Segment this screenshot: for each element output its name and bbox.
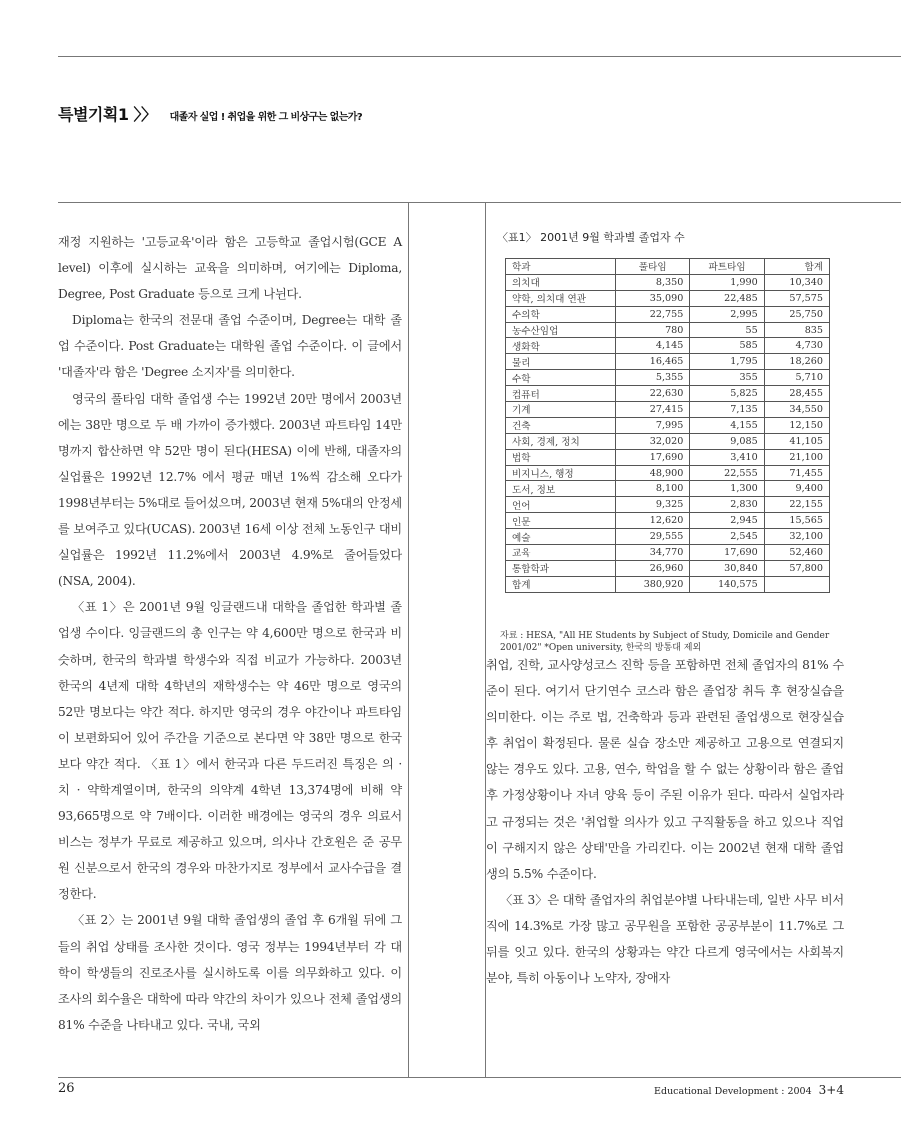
header-cell: 파트타임 (690, 259, 764, 275)
paragraph: 〈표 1〉은 2001년 9월 잉글랜드내 대학을 졸업한 학과별 졸업생 수이다. 잉글랜드의 총 인구는 약 4,600만 명으로 한국과 비슷하며, 한국의 학과별 학생수와 직접 비교가 가능하다. 2003년 한국의 4년제 대학 4학년의 재학생수는 약 46만 명으로 영국의 52만 명보다는 약간 적다. 하지만 영국의 경우 야간이나 파트타임이 보편화되어 있어 주간을 기준으로 본다면 약 38만 명으로 한국보다 약간 적다. 〈표 1〉에서 한국과 다른 두드러진 특징은 의 · 치 · 약학계열이며, 한국의 의약계 4학년 13,374명에 비해 약 93,665명으로 약 7배이다. 이러한 배경에는 영국의 경우 의료서비스는 정부가 무료로 제공하고 있으며, 의사나 간호원은 준 공무원 신분으로서 한국의 경우와 마찬가지로 정부에서 교사수급을 결정한다. (58, 600, 402, 902)
paragraph: 재정 지원하는 '고등교육'이라 함은 고등학교 졸업시험(GCE A level) 이후에 실시하는 교육을 의미하며, 여기에는 Diploma, Degree, Post Graduate 등으로 크게 나뉜다. (58, 235, 402, 302)
table-cell: 2,995 (690, 306, 764, 322)
table-cell: 2,545 (690, 529, 764, 545)
table-source: 자료 : HESA, "All HE Students by Subject of Study, Domicile and Gender 2001/02" *Open university, 한국의 방통대 제외 (500, 631, 830, 653)
paragraph: 영국의 풀타임 대학 졸업생 수는 1992년 20만 명에서 2003년에는 38만 명으로 두 배 가까이 증가했다. 2003년 파트타임 14만 명까지 합산하면 약 52만 명이 된다(HESA) 이에 반해, 대졸자의 실업률은 1992년 12.7% 에서 평균 매년 1%씩 감소해 오다가 1998년부터는 5%대로 들어섰으며, 2003년 현재 5%대의 안정세를 보여주고 있다(UCAS). 2003년 16세 이상 전체 노동인구 대비 실업률은 1992년 11.2%에서 2003년 4.9%로 줄어들었다(NSA, 2004). (58, 391, 402, 589)
table-cell: 5,710 (764, 370, 829, 386)
table-cell: 17,690 (690, 545, 764, 561)
table-row (506, 560, 830, 576)
table-row (506, 274, 830, 290)
table-header-row (506, 259, 830, 275)
table-cell: 55 (690, 322, 764, 338)
header-cell: 풀타임 (616, 259, 690, 275)
table-cell: 22,630 (616, 386, 690, 402)
table-cell: 780 (616, 322, 690, 338)
table-cell: 5,825 (690, 386, 764, 402)
table-cell: 32,100 (764, 529, 829, 545)
table-cell: 약학, 의치대 연관 (506, 290, 616, 306)
header-cell: 학과 (506, 259, 616, 275)
table-cell: 7,135 (690, 402, 764, 418)
table-cell: 10,340 (764, 274, 829, 290)
table-cell: 의치대 (506, 274, 616, 290)
table-cell: 28,455 (764, 386, 829, 402)
table-row (506, 290, 830, 306)
table-cell: 4,145 (616, 338, 690, 354)
table-row (506, 481, 830, 497)
graduates-table (505, 258, 830, 593)
paragraph: Diploma는 한국의 전문대 졸업 수준이며, Degree는 대학 졸업 수준이다. Post Graduate는 대학원 졸업 수준이다. 이 글에서 '대졸자'라 함은 'Degree 소지자'를 의미한다. (58, 313, 402, 380)
section-header (58, 102, 362, 125)
table-cell (764, 576, 829, 592)
table-cell: 57,575 (764, 290, 829, 306)
table-cell: 30,840 (690, 560, 764, 576)
table-cell: 17,690 (616, 449, 690, 465)
journal-name: Educational Development : 2004 (654, 1086, 812, 1097)
table-row (506, 449, 830, 465)
table-cell: 18,260 (764, 354, 829, 370)
table-cell: 사회, 경제, 정치 (506, 433, 616, 449)
table-cell: 통합학과 (506, 560, 616, 576)
table-cell: 농수산임업 (506, 322, 616, 338)
table-cell: 21,100 (764, 449, 829, 465)
issue-number: 3+4 (818, 1083, 844, 1097)
page-number: 26 (58, 1081, 75, 1096)
table-row (506, 338, 830, 354)
table-cell: 34,550 (764, 402, 829, 418)
table-cell: 1,990 (690, 274, 764, 290)
table-title: 〈표1〉 2001년 9월 학과별 졸업자 수 (497, 231, 685, 244)
table-cell: 9,325 (616, 497, 690, 513)
right-column (486, 652, 844, 991)
table-row (506, 386, 830, 402)
table-cell: 4,730 (764, 338, 829, 354)
table-row (506, 513, 830, 529)
series-label: 특별기획1 〉〉 (58, 105, 157, 124)
table-cell: 법학 (506, 449, 616, 465)
table-row (506, 529, 830, 545)
table-cell: 건축 (506, 417, 616, 433)
table-cell: 26,960 (616, 560, 690, 576)
table-cell: 32,020 (616, 433, 690, 449)
table-cell: 예술 (506, 529, 616, 545)
table-cell: 수학 (506, 370, 616, 386)
table-cell: 12,150 (764, 417, 829, 433)
table-cell: 15,565 (764, 513, 829, 529)
table-row (506, 417, 830, 433)
table-cell: 71,455 (764, 465, 829, 481)
header-rule (58, 202, 901, 203)
table-row (506, 370, 830, 386)
table-cell: 기계 (506, 402, 616, 418)
paragraph: 취업, 진학, 교사양성코스 진학 등을 포함하면 전체 졸업자의 81% 수준이 된다. 여기서 단기연수 코스라 함은 졸업장 취득 후 현장실습을 의미한다. 이는 주로 법, 건축학과 등과 관련된 졸업생으로 현장실습 후 취업이 확정된다. 물론 실습 장소만 제공하고 고용으로 연결되지 않는 경우도 있다. 고용, 연수, 학업을 할 수 없는 상황이라 함은 졸업 후 가정상황이나 자녀 양육 등이 주된 이유가 된다. 따라서 실업자라고 규정되는 것은 '취업할 의사가 있고 구직활동을 하고 있으나 직업이 구해지지 않은 상태'만을 가리킨다. 이는 2002년 현재 대학 졸업생의 5.5% 수준이다. (486, 658, 844, 881)
table-cell: 9,085 (690, 433, 764, 449)
table-cell: 27,415 (616, 402, 690, 418)
table-cell: 12,620 (616, 513, 690, 529)
table-row (506, 497, 830, 513)
table-cell: 22,755 (616, 306, 690, 322)
header-cell: 합계 (764, 259, 829, 275)
table-row (506, 354, 830, 370)
table-cell: 4,155 (690, 417, 764, 433)
top-rule (58, 56, 901, 57)
table-cell: 물리 (506, 354, 616, 370)
left-column (58, 229, 402, 1038)
table-row (506, 306, 830, 322)
table-cell: 언어 (506, 497, 616, 513)
table-cell: 비지니스, 행정 (506, 465, 616, 481)
journal-info (654, 1083, 844, 1097)
table-cell: 컴퓨터 (506, 386, 616, 402)
table-cell: 교육 (506, 545, 616, 561)
paragraph: 〈표 3〉은 대학 졸업자의 취업분야별 나타내는데, 일반 사무 비서직에 14.3%로 가장 많고 공무원을 포함한 공공부분이 11.7%로 그 뒤를 잇고 있다. 한국의 상황과는 약간 다르게 영국에서는 사회복지 분야, 특히 아동이나 노약자, 장애자 (486, 892, 844, 986)
table-cell: 25,750 (764, 306, 829, 322)
table-cell: 835 (764, 322, 829, 338)
table-cell: 8,100 (616, 481, 690, 497)
table-cell: 52,460 (764, 545, 829, 561)
table-cell: 29,555 (616, 529, 690, 545)
table-cell: 585 (690, 338, 764, 354)
table-row (506, 322, 830, 338)
table-cell: 1,795 (690, 354, 764, 370)
column-divider-left (408, 203, 409, 1077)
table-cell: 140,575 (690, 576, 764, 592)
table-cell: 9,400 (764, 481, 829, 497)
table-cell: 48,900 (616, 465, 690, 481)
table-row (506, 433, 830, 449)
table-cell: 8,350 (616, 274, 690, 290)
table-cell: 57,800 (764, 560, 829, 576)
table-cell: 3,410 (690, 449, 764, 465)
table-body (506, 274, 830, 592)
table-cell: 2,830 (690, 497, 764, 513)
table-cell: 22,485 (690, 290, 764, 306)
table-row (506, 402, 830, 418)
table-cell: 22,155 (764, 497, 829, 513)
table-cell: 16,465 (616, 354, 690, 370)
table-cell: 7,995 (616, 417, 690, 433)
table-cell: 22,555 (690, 465, 764, 481)
table-cell: 생화학 (506, 338, 616, 354)
table-cell: 인문 (506, 513, 616, 529)
table-row (506, 465, 830, 481)
paragraph: 〈표 2〉는 2001년 9월 대학 졸업생의 졸업 후 6개월 뒤에 그들의 취업 상태를 조사한 것이다. 영국 정부는 1994년부터 각 대학이 학생들의 진로조사를 실시하도록 이를 의무화하고 있다. 이 조사의 회수율은 대학에 따라 약간의 차이가 있으나 전체 졸업생의 81% 수준을 나타내고 있다. 국내, 국외 (58, 913, 402, 1032)
table-cell: 5,355 (616, 370, 690, 386)
table-cell: 합계 (506, 576, 616, 592)
table-row (506, 576, 830, 592)
table-cell: 41,105 (764, 433, 829, 449)
table-row (506, 545, 830, 561)
table-cell: 1,300 (690, 481, 764, 497)
table-cell: 35,090 (616, 290, 690, 306)
table-cell: 2,945 (690, 513, 764, 529)
table-cell: 34,770 (616, 545, 690, 561)
table-cell: 380,920 (616, 576, 690, 592)
article-title: 대졸자 실업 ! 취업을 위한 그 비상구는 없는가? (169, 112, 363, 123)
footer-rule (58, 1077, 901, 1078)
table-cell: 355 (690, 370, 764, 386)
table-cell: 도서, 정보 (506, 481, 616, 497)
table-cell: 수의학 (506, 306, 616, 322)
